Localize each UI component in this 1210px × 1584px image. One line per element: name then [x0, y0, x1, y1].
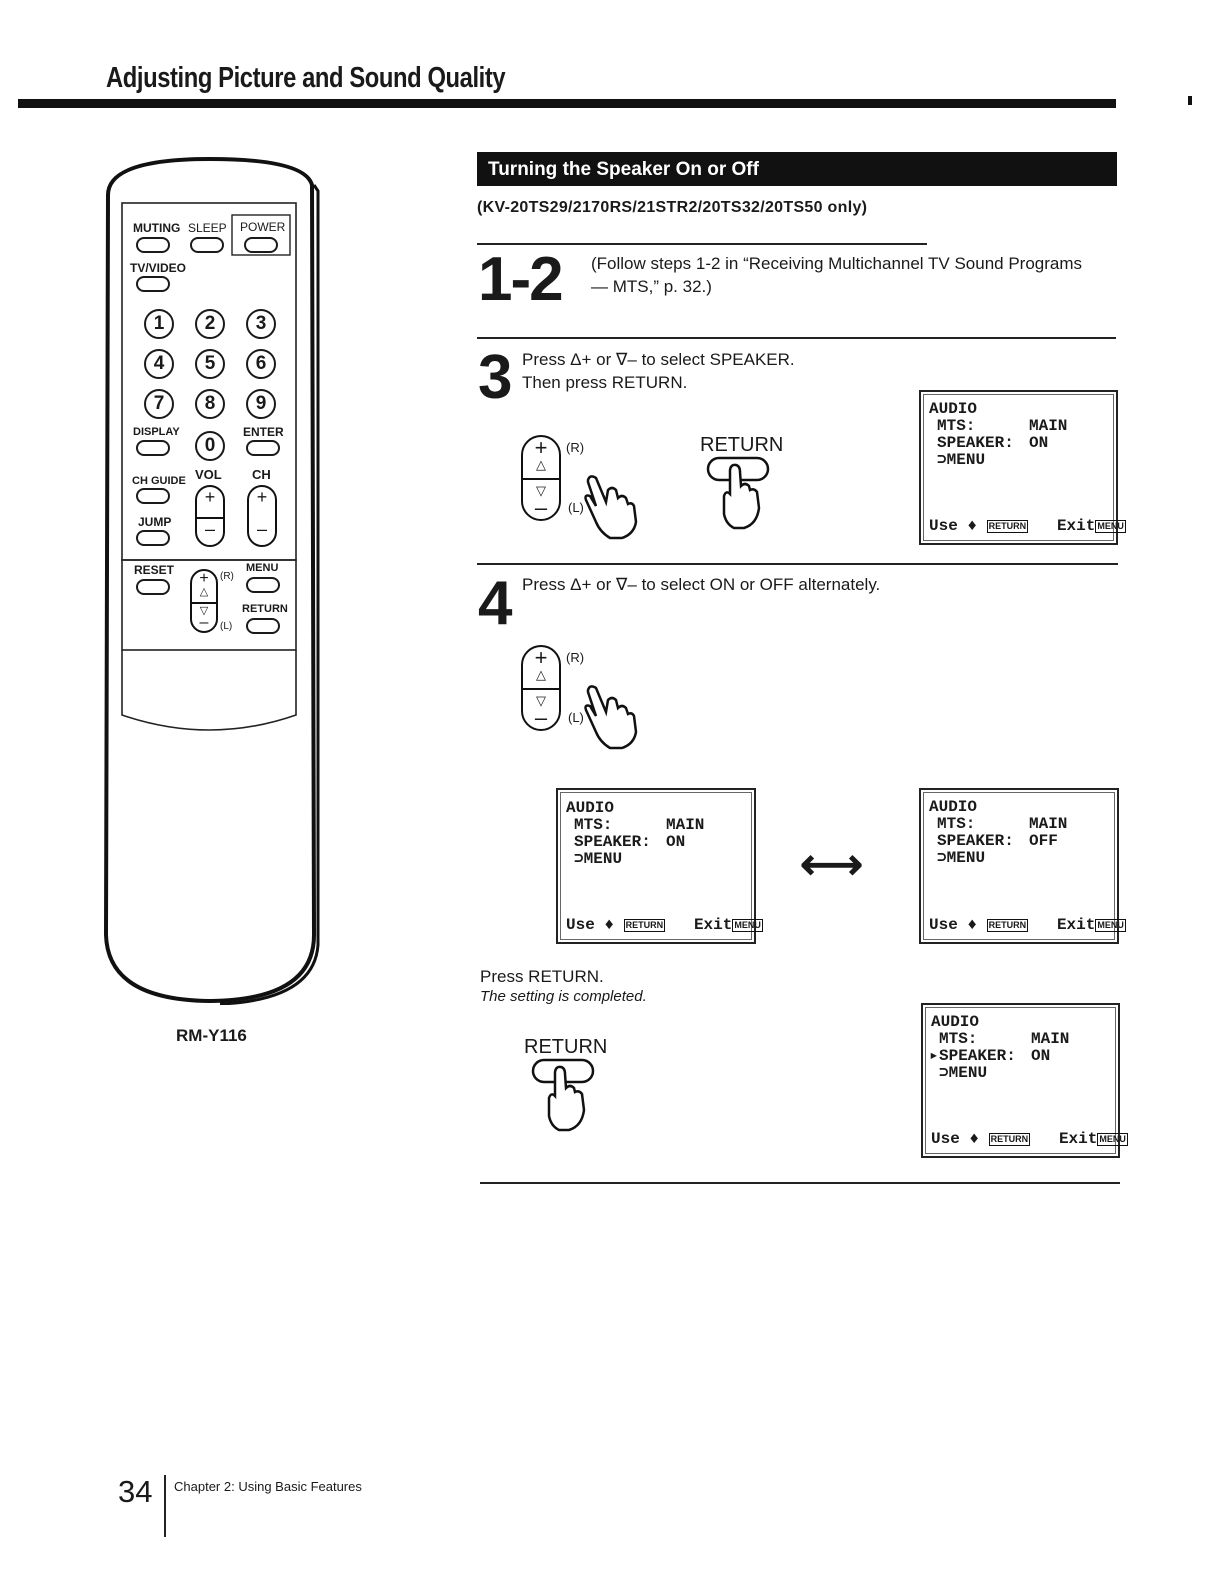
screen-speaker-value: ON	[666, 833, 686, 851]
screen-cursor-icon: ▸	[929, 1047, 939, 1065]
screen-mts-value: MAIN	[1031, 1030, 1070, 1048]
screen-footer: Use ♦ RETURN Exit MENU	[929, 916, 1124, 934]
return-button[interactable]	[246, 618, 280, 634]
screen-speaker-label: SPEAKER:	[939, 1047, 1016, 1065]
screen-speaker-value: ON	[1029, 434, 1049, 452]
r-label: (R)	[220, 571, 234, 582]
step4-text: Press Δ+ or ∇– to select ON or OFF alternately.	[522, 575, 881, 594]
press-return-text: Press RETURN.	[480, 967, 604, 986]
ch-guide-label: CH GUIDE	[132, 475, 186, 487]
digit-1-button[interactable]: 1	[144, 309, 174, 339]
down-triangle-icon: ▽	[536, 483, 546, 498]
digit-2-button[interactable]: 2	[195, 309, 225, 339]
vol-rocker[interactable]	[195, 485, 225, 547]
section-title: Turning the Speaker On or Off	[488, 159, 759, 180]
footer-divider	[164, 1475, 166, 1537]
rocker-minus: –	[534, 495, 548, 520]
screen-audio-title: AUDIO	[566, 799, 615, 817]
step3-text-line2: Then press RETURN.	[522, 373, 688, 392]
ch-plus: +	[256, 487, 268, 507]
down-triangle-icon: ▽	[536, 693, 546, 708]
menu-label: MENU	[246, 562, 279, 574]
setting-completed-note: The setting is completed.	[480, 988, 647, 1005]
up-triangle-icon: △	[199, 586, 209, 598]
power-button[interactable]	[244, 237, 278, 253]
ch-minus: –	[256, 519, 267, 539]
digit-3-button[interactable]: 3	[246, 309, 276, 339]
menu-button[interactable]	[246, 577, 280, 593]
screen-mts-label: MTS:	[574, 816, 613, 834]
digit-8-button[interactable]: 8	[195, 389, 225, 419]
section-models: (KV-20TS29/2170RS/21STR2/20TS32/20TS50 only)	[477, 199, 868, 216]
step3-top-rule	[477, 337, 1116, 339]
tv-screen-step3	[919, 390, 1124, 545]
screen-audio-title: AUDIO	[929, 798, 978, 816]
l-label: (L)	[220, 621, 233, 632]
up-plus: +	[199, 570, 209, 587]
up-triangle-icon: △	[536, 457, 546, 472]
screen-menu-item: ⊃MENU	[939, 1064, 988, 1082]
page-title: Adjusting Picture and Sound Quality	[106, 62, 506, 94]
screen-speaker-value: ON	[1031, 1047, 1051, 1065]
step12-text-line2: — MTS,” p. 32.)	[591, 277, 712, 296]
step3-text-line1: Press Δ+ or ∇– to select SPEAKER.	[522, 350, 795, 369]
step12-number: 1-2	[478, 245, 562, 314]
step4-top-rule	[477, 563, 1118, 565]
vol-label: VOL	[195, 467, 222, 482]
ch-guide-button[interactable]	[136, 488, 170, 504]
hand-pointer-icon	[580, 470, 640, 540]
screen-speaker-label: SPEAKER:	[937, 832, 1014, 850]
return-label: RETURN	[242, 603, 288, 615]
screen-speaker-label: SPEAKER:	[574, 833, 651, 851]
jump-label: JUMP	[138, 515, 172, 529]
step3-number: 3	[478, 343, 511, 412]
final-return-press-icon	[525, 1058, 605, 1136]
rocker-minus: –	[534, 705, 548, 730]
digit-9-button[interactable]: 9	[246, 389, 276, 419]
step12-text-line1: (Follow steps 1-2 in “Receiving Multichannel TV Sound Programs	[591, 254, 1083, 273]
jump-button[interactable]	[136, 530, 170, 546]
final-return-caption: RETURN	[524, 1036, 608, 1058]
screen-speaker-label: SPEAKER:	[937, 434, 1014, 452]
step4-l-label: (L)	[568, 710, 584, 725]
screen-menu-item: ⊃MENU	[937, 451, 986, 469]
chapter-label: Chapter 2: Using Basic Features	[174, 1479, 362, 1494]
down-minus: –	[199, 614, 209, 631]
step3-return-press-icon	[700, 456, 780, 534]
section-bottom-rule	[480, 1182, 1120, 1184]
digit-6-button[interactable]: 6	[246, 349, 276, 379]
step4-r-label: (R)	[566, 650, 585, 665]
tv-video-label: TV/VIDEO	[130, 261, 187, 275]
title-rule	[18, 99, 1116, 108]
vol-minus: –	[204, 519, 215, 539]
tv-video-button[interactable]	[136, 276, 170, 292]
screen-audio-title: AUDIO	[931, 1013, 980, 1031]
sleep-label: SLEEP	[188, 221, 227, 235]
screen-footer: Use ♦ RETURN Exit MENU	[931, 1130, 1126, 1148]
sleep-button[interactable]	[190, 237, 224, 253]
tv-screen-speaker-off	[919, 788, 1124, 944]
enter-button[interactable]	[246, 440, 280, 456]
screen-mts-label: MTS:	[937, 815, 976, 833]
tv-screen-speaker-on	[556, 788, 761, 944]
digit-7-button[interactable]: 7	[144, 389, 174, 419]
rocker-plus: +	[534, 645, 548, 670]
screen-menu-item: ⊃MENU	[937, 849, 986, 867]
screen-mts-value: MAIN	[1029, 417, 1068, 435]
screen-footer: Use ♦ RETURN Exit MENU	[929, 517, 1124, 535]
digit-5-button[interactable]: 5	[195, 349, 225, 379]
rocker-plus: +	[534, 435, 548, 460]
ch-rocker[interactable]	[247, 485, 277, 547]
muting-label: MUTING	[133, 221, 181, 235]
page-number: 34	[118, 1474, 153, 1509]
display-button[interactable]	[136, 440, 170, 456]
remote-control	[100, 155, 320, 1005]
screen-speaker-value: OFF	[1029, 832, 1058, 850]
digit-4-button[interactable]: 4	[144, 349, 174, 379]
digit-0-button[interactable]: 0	[195, 431, 225, 461]
screen-mts-value: MAIN	[1029, 815, 1068, 833]
ch-label: CH	[252, 467, 271, 482]
hand-pointer-icon	[580, 680, 640, 750]
vol-plus: +	[204, 487, 216, 507]
tv-screen-final	[921, 1003, 1126, 1158]
reset-button[interactable]	[136, 579, 170, 595]
screen-menu-item: ⊃MENU	[574, 850, 623, 868]
step4-number: 4	[478, 569, 511, 638]
remote-model: RM-Y116	[176, 1026, 247, 1045]
reset-label: RESET	[134, 563, 175, 577]
screen-mts-value: MAIN	[666, 816, 705, 834]
toggle-arrow-icon: ⟷	[800, 840, 864, 889]
power-label: POWER	[240, 220, 286, 234]
screen-mts-label: MTS:	[939, 1030, 978, 1048]
enter-label: ENTER	[243, 425, 284, 439]
muting-button[interactable]	[136, 237, 170, 253]
screen-footer: Use ♦ RETURN Exit MENU	[566, 916, 761, 934]
up-triangle-icon: △	[536, 667, 546, 682]
step3-r-label: (R)	[566, 440, 585, 455]
edge-mark	[1188, 96, 1192, 105]
step3-rocker-illustration	[521, 435, 567, 523]
updown-rocker[interactable]	[190, 569, 218, 633]
display-label: DISPLAY	[133, 426, 180, 438]
step3-return-caption: RETURN	[700, 434, 784, 456]
step4-rocker-illustration	[521, 645, 567, 733]
screen-audio-title: AUDIO	[929, 400, 978, 418]
down-triangle-icon: ▽	[199, 605, 209, 617]
screen-mts-label: MTS:	[937, 417, 976, 435]
step3-l-label: (L)	[568, 500, 584, 515]
